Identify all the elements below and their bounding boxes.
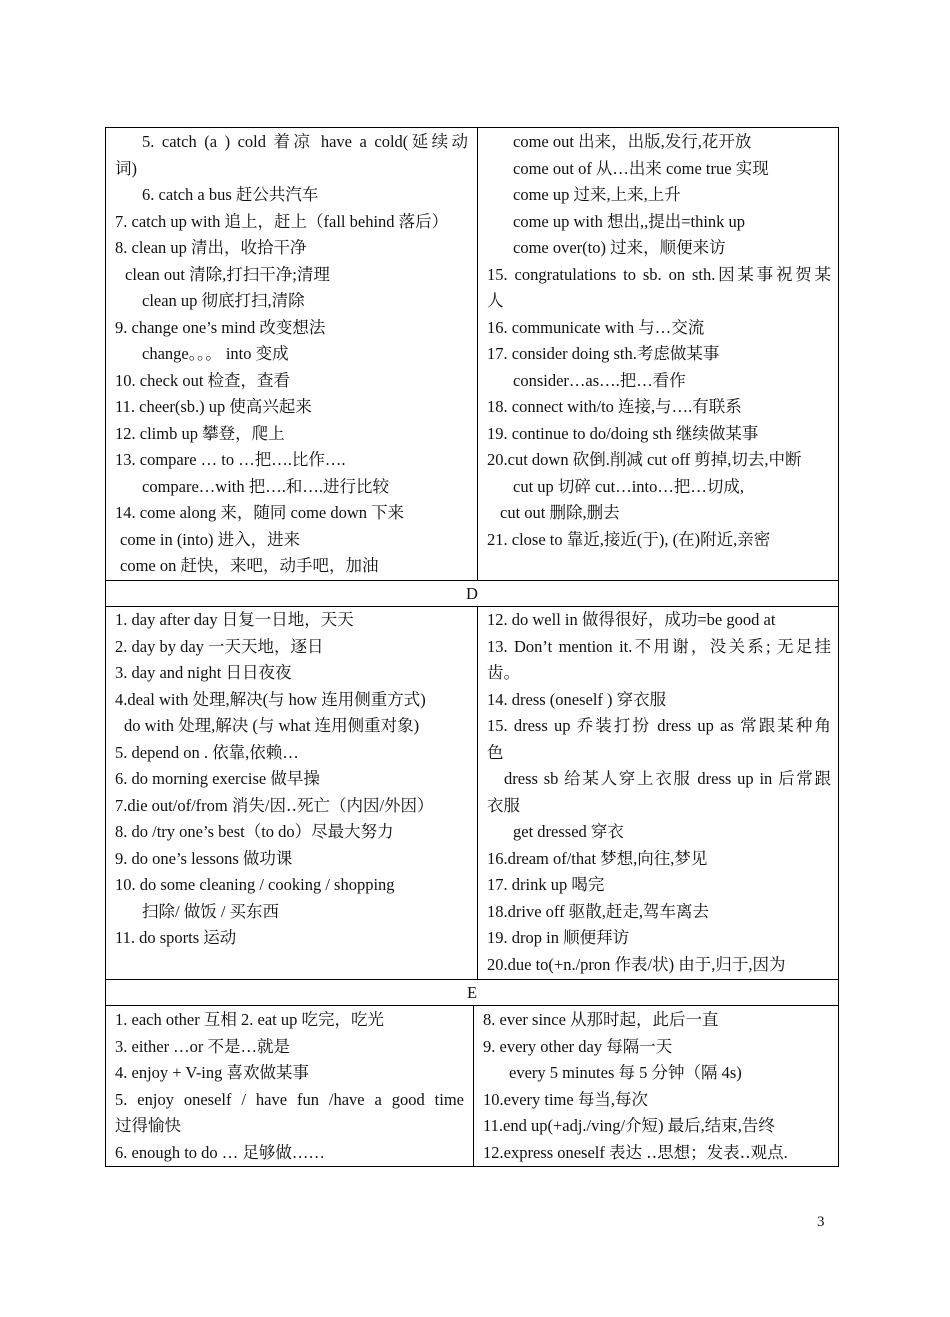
entry-line: 9. change one’s mind 改变想法 xyxy=(115,317,326,337)
entry-line: 18.drive off 驱散,赶走,驾车离去 xyxy=(487,901,709,921)
entry-line: 16. communicate with 与…交流 xyxy=(487,317,705,337)
entry-line: 5. depend on . 依靠,依赖… xyxy=(115,742,299,762)
entry-line: 色 xyxy=(487,742,504,762)
entry-line: cut up 切碎 cut…into…把…切成, xyxy=(513,476,744,496)
entry-line: come out 出来，出版,发行,花开放 xyxy=(513,132,752,151)
entry-line: 6. do morning exercise 做早操 xyxy=(115,769,320,788)
entry-line: 6. enough to do … 足够做…… xyxy=(115,1142,325,1162)
entry-line: 21. close to 靠近,接近(于), (在)附近,亲密 xyxy=(487,529,771,549)
section-e-left-column xyxy=(106,1006,473,1166)
entry-line: 9. do one’s lessons 做功课 xyxy=(115,848,293,868)
entry-line: 13. Don’t mention it.不用谢，没关系; 无足挂 xyxy=(487,636,831,656)
entry-line: 15. congratulations to sb. on sth.因某事祝贺某 xyxy=(487,264,831,284)
entry-line: cut out 删除,删去 xyxy=(500,503,620,522)
entry-line: 11. do sports 运动 xyxy=(115,928,237,947)
entry-line: dress sb 给某人穿上衣服 dress up in 后常跟 xyxy=(504,769,831,788)
entry-line: 11.end up(+adj./ving/介短) 最后,结束,告终 xyxy=(483,1116,775,1135)
entry-line: 20.due to(+n./pron 作表/状) 由于,归于,因为 xyxy=(487,954,786,974)
entry-line: 17. consider doing sth.考虑做某事 xyxy=(487,344,720,363)
entry-line: 18. connect with/to 连接,与….有联系 xyxy=(487,397,742,416)
entry-line: come up with 想出,,提出=think up xyxy=(513,211,746,231)
entry-line: 14. come along 来，随同 come down 下来 xyxy=(115,503,405,522)
section-d-block xyxy=(105,606,839,980)
entry-line: consider…as….把…看作 xyxy=(513,370,686,390)
entry-line: every 5 minutes 每 5 分钟（隔 4s) xyxy=(509,1063,742,1082)
entry-line: 16.dream of/that 梦想,向往,梦见 xyxy=(487,848,708,868)
entry-line: 扫除/ 做饭 / 买东西 xyxy=(142,901,280,921)
entry-line: 过得愉快 xyxy=(115,1116,181,1135)
entry-line: 3. day and night 日日夜夜 xyxy=(115,663,292,682)
entry-line: 人 xyxy=(487,291,504,310)
page-number: 3 xyxy=(817,1214,825,1230)
entry-line: 12.express oneself 表达 ‥思想；发表‥观点. xyxy=(483,1142,788,1162)
entry-line: 19. continue to do/doing sth 继续做某事 xyxy=(487,423,759,443)
section-e-block xyxy=(105,1006,839,1167)
entry-line: 12. climb up 攀登，爬上 xyxy=(115,423,285,443)
entry-line: 7.die out/of/from 消失/因‥死亡（内因/外因） xyxy=(115,795,434,815)
entry-line: 10.every time 每当,每次 xyxy=(483,1089,648,1109)
entry-line: 4. enjoy + V-ing 喜欢做某事 xyxy=(115,1063,310,1082)
entry-line: 17. drink up 喝完 xyxy=(487,875,605,894)
entry-line: 20.cut down 砍倒.削减 cut off 剪掉,切去,中断 xyxy=(487,450,802,469)
entry-line: come up 过来,上来,上升 xyxy=(513,185,681,204)
entry-line: 8. do /try one’s best（to do）尽最大努力 xyxy=(115,822,394,841)
entry-line: 10. check out 检查，查看 xyxy=(115,370,291,390)
entry-line: 9. every other day 每隔一天 xyxy=(483,1036,673,1056)
entry-line: clean up 彻底打扫,清除 xyxy=(142,291,305,310)
entry-line: 8. clean up 清出，收拾干净 xyxy=(115,238,307,257)
entry-line: 齿。 xyxy=(487,663,520,682)
section-d-header: D xyxy=(105,581,839,607)
entry-line: change。。。 into 变成 xyxy=(142,344,289,363)
entry-line: 11. cheer(sb.) up 使高兴起来 xyxy=(115,397,312,416)
entry-line: get dressed 穿衣 xyxy=(513,822,624,841)
entry-line: 6. catch a bus 赶公共汽车 xyxy=(142,185,319,204)
entry-line: 7. catch up with 追上，赶上（fall behind 落后） xyxy=(115,211,449,231)
entry-line: 1. day after day 日复一日地，天天 xyxy=(115,610,354,629)
entry-line: 8. ever since 从那时起，此后一直 xyxy=(483,1010,719,1029)
entry-line: 19. drop in 顺便拜访 xyxy=(487,928,630,947)
entry-line: 15. dress up 乔装打扮 dress up as 常跟某种角 xyxy=(487,716,831,735)
section-e-right-column xyxy=(473,1006,840,1166)
entry-line: do with 处理,解决 (与 what 连用侧重对象) xyxy=(124,716,420,735)
entry-line: come on 赶快，来吧，动手吧，加油 xyxy=(120,556,379,575)
entry-line: 5. enjoy oneself / have fun /have a good time xyxy=(115,1089,464,1109)
entry-line: 3. either …or 不是…就是 xyxy=(115,1036,291,1056)
entry-line: clean out 清除,打扫干净;清理 xyxy=(125,264,330,284)
entry-line: 14. dress (oneself ) 穿衣服 xyxy=(487,689,667,709)
entry-line: 4.deal with 处理,解决(与 how 连用侧重方式) xyxy=(115,689,426,709)
section-d-left-column xyxy=(106,606,477,979)
entry-line: come over(to) 过来，顺便来访 xyxy=(513,238,726,257)
entry-line: 2. day by day 一天天地，逐日 xyxy=(115,636,324,656)
section-e-header: E xyxy=(105,980,839,1006)
entry-line: 10. do some cleaning / cooking / shopping xyxy=(115,875,395,894)
entry-line: 衣服 xyxy=(487,795,520,815)
entry-line: 1. each other 互相 2. eat up 吃完，吃光 xyxy=(115,1010,384,1029)
entry-line: 词) xyxy=(115,158,137,178)
section-c-right-column xyxy=(477,128,840,580)
entry-line: compare…with 把….和….进行比较 xyxy=(142,476,390,496)
entry-line: come out of 从…出来 come true 实现 xyxy=(513,158,769,178)
entry-line: 12. do well in 做得很好，成功=be good at xyxy=(487,610,776,629)
entry-line: come in (into) 进入，进来 xyxy=(120,529,301,549)
section-c-left-column xyxy=(106,128,477,580)
entry-line: 5. catch (a ) cold 着凉 have a cold(延续动 xyxy=(142,132,468,151)
section-d-right-column xyxy=(477,606,840,979)
entry-line: 13. compare … to …把….比作…. xyxy=(115,450,346,469)
section-c-block xyxy=(105,127,839,581)
